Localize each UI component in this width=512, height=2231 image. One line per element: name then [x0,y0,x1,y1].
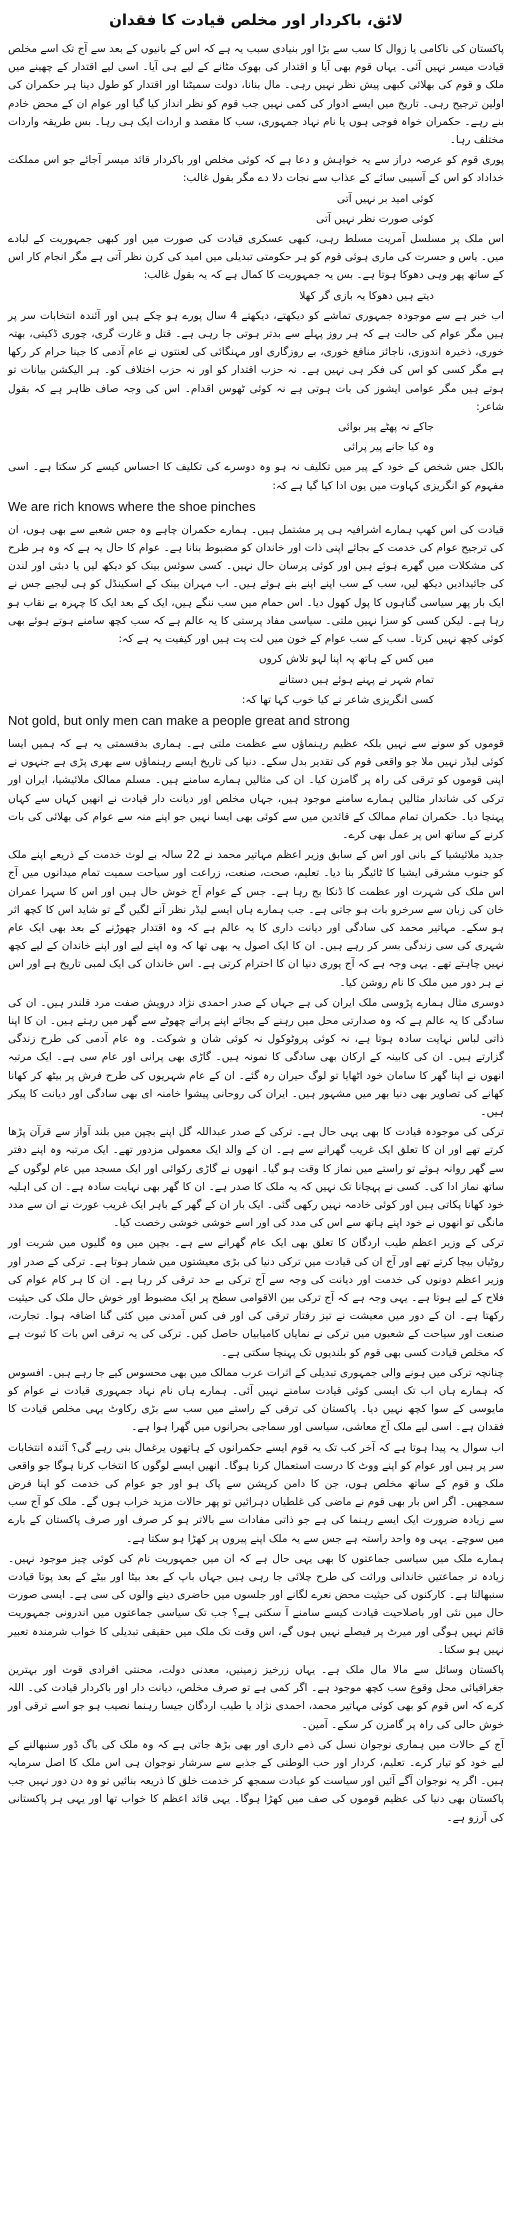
paragraph: قیادت کی اس کھپ ہمارے اشرافیہ ہی پر مشتمل ہیں۔ ہمارے حکمران چاہے وہ جس شعبے سے بھی ہوں، ان کی ترجیح عوام کی خدمت کے بجائے اپنی ذات اور خاندان کو مضبوط بنانا ہے۔ عوام کا حال یہ ہے کہ وہ ہر طرح کی مشکلات میں گھرے ہوئے ہیں اور کوئی پرسان حال نہیں۔ کسی سوئس بینک کو دیکھ لیں یا دبئی اور لندن کی جائیدادیں دیکھ لیں، سب کے سب اپنے اپنے بنے ہوئے ہیں۔ اب مہران بینک کے اسکینڈل کو ہی لیجیے جس نے ایک بار پھر سیاسی گناہوں کا پول کھول دیا۔ اس حمام میں سب ننگے ہیں، ایک کے بعد ایک کا چہرہ بے نقاب ہو رہا ہے۔ لیکن کسی کو سزا نہیں ملتی۔ سیاسی مفاد پرستی کا یہ عالم ہے کہ سب کچھ سامنے ہوتے ہوئے بھی کوئی کچھ نہیں کرتا۔ سب کے سب عوام کے خون میں لت پت ہیں اور کیفیت یہ ہے کہ: [8,523,504,646]
paragraph: ترکی کی موجودہ قیادت کا بھی یہی حال ہے۔ ترکی کے صدر عبداللہ گل اپنے بچپن میں بلند آواز سے قرآن پڑھا کرتے تھے اور ان کا تعلق ایک غریب گھرانے سے ہے۔ ان کے والد ایک معمولی مزدور تھے۔ ایک مرتبہ وہ اپنے دفتر سے گھر روانہ ہوئے تو راستے میں نماز کا وقت ہو گیا۔ انھوں نے گاڑی رکوائی اور ایک مسجد میں عام لوگوں کے ساتھ نماز ادا کی۔ کسی نے پہچانا تک نہیں کہ یہ ملک کا صدر ہے۔ ان کا گھر بھی نہایت سادہ ہے۔ ان کی اہلیہ خود کھانا پکاتی ہیں اور کوئی خادمہ نہیں رکھی گئی۔ ایک بار ان کے گھر کے باہر ایک غریب عورت نے ان سے مدد مانگی تو انھوں نے خود اپنے ہاتھ سے اس کی مدد کی اور اسے خوشی خوشی رخصت کیا۔ [7,1126,504,1230]
paragraph: بالکل جس شخص کے خود کے پیر میں تکلیف نہ ہو وہ دوسرے کی تکلیف کا احساس کیسے کر سکتا ہے۔ اسی مفہوم کو انگریزی کہاوت میں یوں ادا کیا گیا ہے کہ: [8,461,504,492]
paragraph: پاکستان وسائل سے مالا مال ملک ہے۔ یہاں زرخیز زمینیں، معدنی دولت، محنتی افرادی قوت اور بہترین جغرافیائی محل وقوع سب کچھ موجود ہے۔ اگر کمی ہے تو صرف مخلص، دیانت دار اور باکردار قیادت کی۔ اللہ کرے کہ اس قوم کو بھی کوئی مہاتیر محمد، احمدی نژاد یا طیب اردگان جیسا رہنما نصیب ہو جو اسے ترقی اور خوش حالی کی راہ پر گامزن کر سکے۔ آمین۔ [8,1664,504,1731]
paragraph: اب خبر ہے سے موجودہ جمہوری تماشے کو دیکھتے، دیکھتے 4 سال پورے ہو چکے ہیں اور آئندہ انتخابات سر پر ہیں مگر عوام کی حالت ہے کہ ہر روز پہلے سے بدتر ہوتی جا رہی ہے۔ قتل و غارت گری، چوری ڈکیتی، بھتہ خوری، ذخیرہ اندوزی، ناجائز منافع خوری، بے روزگاری اور مہنگائی کی لعنتوں نے عام آدمی کا جینا حرام کر رکھا ہے مگر کسی کو اس کی فکر ہی نہیں ہے۔ نہ حزب اقتدار کو اور نہ حزب اختلاف کو۔ ہر الیکشن بیانات تو ہوتے ہیں مگر عوامی ایشوز کی بات ہوتی ہے نہ کوئی ٹھوس اقدام۔ اس کی وجہ صاف ظاہر ہے کہ بقول شاعر: [8,309,504,413]
verse-line: کسی انگریزی شاعر نے کیا خوب کہا تھا کہ: [241,693,434,706]
paragraph: اس ملک پر مسلسل آمریت مسلط رہی، کبھی عسکری قیادت کی صورت میں اور کبھی جمہوریت کے لبادے میں۔ یاس و حسرت کی ماری ہوئی قوم کو ہر حکومتی تبدیلی میں امید کی کرن نظر آتی ہے مگر انجام کار اس کے ساتھ پھر وہی دھوکا ہوتا ہے۔ بس یہ جمہوریت کا کمال ہے کہ یہ بقول غالب: [8,233,504,282]
paragraph: ہمارے ملک میں سیاسی جماعتوں کا بھی یہی حال ہے کہ ان میں جمہوریت نام کی کوئی چیز موجود نہیں۔ زیادہ تر جماعتیں خاندانی وراثت کی طرح چلائی جا رہی ہیں جہاں باپ کے بعد بیٹا اور بیٹے کے بعد پوتا قیادت سنبھالتا ہے۔ کارکنوں کی حیثیت محض نعرے لگانے اور جلسوں میں حاضری دینے والوں کی سی ہے۔ ایسی صورت حال میں نئی اور باصلاحیت قیادت کیسے سامنے آ سکتی ہے؟ جب تک سیاسی جماعتوں میں اندرونی جمہوریت قائم نہیں ہوگی اور میرٹ پر فیصلے نہیں ہوں گے، اس وقت تک ملک میں حقیقی تبدیلی کا خواب شرمندہ تعبیر نہیں ہو سکتا۔ [8,1552,504,1656]
paragraph: آج کے حالات میں ہماری نوجوان نسل کی ذمے داری اور بھی بڑھ جاتی ہے کہ وہ ملک کی باگ ڈور سنبھالنے کے لیے خود کو تیار کرے۔ تعلیم، کردار اور حب الوطنی کے جذبے سے سرشار نوجوان ہی اس ملک کا اصل سرمایہ ہیں۔ اگر یہ نوجوان آگے آئیں اور سیاست کو عبادت سمجھ کر خدمت خلق کا ذریعہ بنائیں تو وہ دن دور نہیں جب پاکستان بھی دنیا کی عظیم قوموں کی صف میں کھڑا ہوگا۔ یہی قائد اعظم کا خواب تھا اور یہی ہر پاکستانی کی آرزو ہے۔ [8,1738,504,1824]
verse-line: دیتے ہیں دھوکا یہ بازی گر کھلا [299,289,434,302]
verse-line: جاکے نہ پھٹے پیر بوائی [337,421,434,434]
verse-line: میں کس کے ہاتھ پہ اپنا لہو تلاش کروں [258,653,434,666]
english-quote: We are rich knows where the shoe pinches [8,498,256,514]
paragraph: دوسری مثال ہمارے پڑوسی ملک ایران کی ہے جہاں کے صدر احمدی نژاد درویش صفت مرد قلندر ہیں۔ ان کی سادگی کا یہ عالم ہے کہ وہ صدارتی محل میں رہنے کے بجائے اپنے پرانے چھوٹے سے گھر میں رہتے ہیں۔ ان کا اپنا ذاتی لباس نہایت سادہ ہوتا ہے، نہ کوئی پروٹوکول نہ کوئی شان و شوکت۔ وہ عام آدمی کی طرح زندگی گزارتے ہیں۔ ان کی کابینہ کے ارکان بھی سادگی کا نمونہ ہیں۔ گاڑی بھی پرانی اور عام سی ہے۔ ایک مرتبہ انھوں نے اپنا گھر کا سامان خود اٹھایا تو لوگ حیران رہ گئے۔ ان کے عام شہریوں کی طرح فرش پر بیٹھ کر کھانا کھانے کی تصاویر بھی دنیا بھر میں مشہور ہیں۔ ایران کی روحانی پیشوا خامنہ ای بھی سادگی اور دیانت کا پیکر ہیں۔ [8,996,504,1118]
paragraph: پوری قوم کو عرصہ دراز سے یہ خواہش و دعا ہے کہ کوئی مخلص اور باکردار قائد میسر آجائے جو اس مملکت خداداد کو اس کے آسیبی سائے کے عذاب سے نجات دلا دے مگر بقول غالب: [8,154,504,185]
verse-line: کوئی صورت نظر نہیں آتی [316,212,434,225]
article-title: لائق، باکردار اور مخلص قیادت کا فقدان [109,11,403,29]
english-quote: Not gold, but only men can make a people great and strong [8,712,350,728]
paragraph: قوموں کو سونے سے نہیں بلکہ عظیم رہنماؤں سے عظمت ملتی ہے۔ ہماری بدقسمتی یہ ہے کہ ہمیں ایسا کوئی لیڈر نہیں ملا جو واقعی قوم کی تقدیر بدل سکے۔ دنیا کی تاریخ ایسے رہنماؤں سے بھری پڑی ہے جنہوں نے اپنی قوموں کو ترقی کی راہ پر گامزن کیا۔ ان کی مثالیں ہمارے سامنے ہیں۔ مسلم ممالک ملائیشیا، ایران اور ترکی کی شاندار مثالیں ہمارے سامنے موجود ہیں، جہاں مخلص اور دیانت دار قیادت نے انھیں کہاں سے کہاں پہنچا دیا۔ حکمران تمام ممالک کے قائدین میں سے کوئی بھی ایسا نہیں جو اپنے منہ سے عوام کی بھلائی کی بات کرنے کے ساتھ اس پر عمل بھی کرے۔ [8,737,504,841]
paragraph: جدید ملائیشیا کے بانی اور اس کے سابق وزیر اعظم مہاتیر محمد نے 22 سالہ بے لوث خدمت کے ذریعے اپنے ملک کو جنوب مشرقی ایشیا کا ٹائیگر بنا دیا۔ تعلیم، صحت، صنعت، زراعت اور سیاحت سمیت تمام میدانوں میں آج اس ملک کی شہرت اور عظمت کا ڈنکا بج رہا ہے۔ جس کے عوام آج خوش حال ہیں اور اس کا سہرا عمران خان کی زبان سے سرخرو بات ہو جاتی ہے۔ جب ہمارے ہاں ایسے لیڈر نظر آنے لگیں گے تو شاید اس کا کچھ اثر ہو سکے۔ مہاتیر محمد کی سادگی اور دیانت داری کا یہ عالم ہے کہ وہ اقتدار چھوڑنے کے بعد بھی ایک عام شہری کی سی زندگی بسر کر رہے ہیں۔ ان کا ایک اصول یہ بھی تھا کہ وہ اپنے لیے اور اپنے خاندان کے لیے کچھ نہیں چاہتے تھے۔ یہی وجہ ہے کہ آج پوری دنیا ان کا احترام کرتی ہے۔ اس خاندان کی ایک لمبی تاریخ ہے اور اس نے ہر دور میں ملک کا نام روشن کیا۔ [8,849,504,989]
verse-line: وہ کیا جانے پیر پرائی [343,441,434,454]
paragraph: اب سوال یہ پیدا ہوتا ہے کہ آخر کب تک یہ قوم ایسے حکمرانوں کے ہاتھوں یرغمال بنی رہے گی؟ آئندہ انتخابات سر پر ہیں اور عوام کو اپنے ووٹ کا درست استعمال کرنا ہوگا۔ انھیں ایسے لوگوں کا انتخاب کرنا ہوگا جو واقعی ملک و قوم کے ساتھ مخلص ہوں، جن کا دامن کرپشن سے پاک ہو اور جو عوام کی خدمت کو اپنا فرض سمجھیں۔ اگر اس بار بھی قوم نے ماضی کی غلطیاں دہرائیں تو پھر حالات مزید خراب ہوں گے۔ ملک کو آج سب سے زیادہ ضرورت ایک ایسے رہنما کی ہے جو ذاتی مفادات سے بالاتر ہو کر صرف اور صرف پاکستان کے بارے میں سوچے۔ یہی وہ واحد راستہ ہے جس سے یہ ملک اپنے پیروں پر کھڑا ہو سکتا ہے۔ [8,1441,504,1545]
verse-line: کوئی امید بر نہیں آتی [336,192,434,205]
verse-line: تمام شہر نے پہنے ہوئے ہیں دستانے [278,673,434,686]
article-body [8,40,504,1827]
paragraph: چنانچہ ترکی میں ہونے والی جمہوری تبدیلی کے اثرات عرب ممالک میں بھی محسوس کیے جا رہے ہیں۔ افسوس کہ ہمارے ہاں اب تک ایسی کوئی قیادت سامنے نہیں آئی۔ ہمارے ہاں نام نہاد جمہوری قیادت نے عوام کو مایوسی کے سوا کچھ نہیں دیا۔ پاکستان کی ترقی کے راستے میں سب سے بڑی رکاوٹ یہی مخلص قیادت کا فقدان ہے۔ اسی لیے ملک آج معاشی، سیاسی اور سماجی بحرانوں میں گھرا ہوا ہے۔ [8,1366,504,1434]
paragraph: ترکی کے وزیر اعظم طیب اردگان کا تعلق بھی ایک عام گھرانے سے ہے۔ بچپن میں وہ گلیوں میں شربت اور روٹیاں بیچا کرتے تھے اور آج ان کی قیادت میں ترکی دنیا کی بڑی معیشتوں میں شمار ہوتا ہے۔ ترکی کے صدر اور وزیر اعظم دونوں کی خدمت اور دیانت کی وجہ سے آج ترکی بے حد ترقی کر رہا ہے۔ ان کا ہر کام عوام کی فلاح کے لیے ہوتا ہے۔ یہی وجہ ہے کہ آج ترکی بین الاقوامی سطح پر ایک مضبوط اور خوش حال ملک کی حیثیت رکھتا ہے۔ ان کے دور میں معیشت نے تیز رفتار ترقی کی اور فی کس آمدنی میں کئی گنا اضافہ ہوا۔ تجارت، صنعت اور سیاحت کے شعبوں میں ترکی نے نمایاں کامیابیاں حاصل کیں۔ ترکی کی یہ ترقی اس بات کا ثبوت ہے کہ مخلص قیادت کسی بھی قوم کو بلندیوں تک پہنچا سکتی ہے۔ [8,1237,504,1359]
paragraph: پاکستان کی ناکامی یا زوال کا سب سے بڑا اور بنیادی سبب یہ ہے کہ اس کے بانیوں کے بعد سے آج تک اسے مخلص قیادت میسر نہیں آئی۔ یہاں قوم بھی آیا و اقتدار کی بھوک مٹانے کے لیے ہی آیا۔ اسی لیے اقتدار کے چھینے میں ملک و قوم کی بھلائی کبھی پیش نظر نہیں رہی۔ مال بنانا، دولت سمیٹنا اور اقتدار کو طول دینا ہر حکمران کی اولین ترجیح رہی۔ تاریخ میں ایسے ادوار کی کمی نہیں جب قوم کو نظر انداز کیا گیا اور عوام ان کے محض خادم بنے رہے۔ حکمران خواہ فوجی ہوں یا نام نہاد جمہوری، سب کا مقصد و اردات ایک ہی رہا۔ بس طریقہ واردات مختلف رہا۔ [8,43,504,147]
